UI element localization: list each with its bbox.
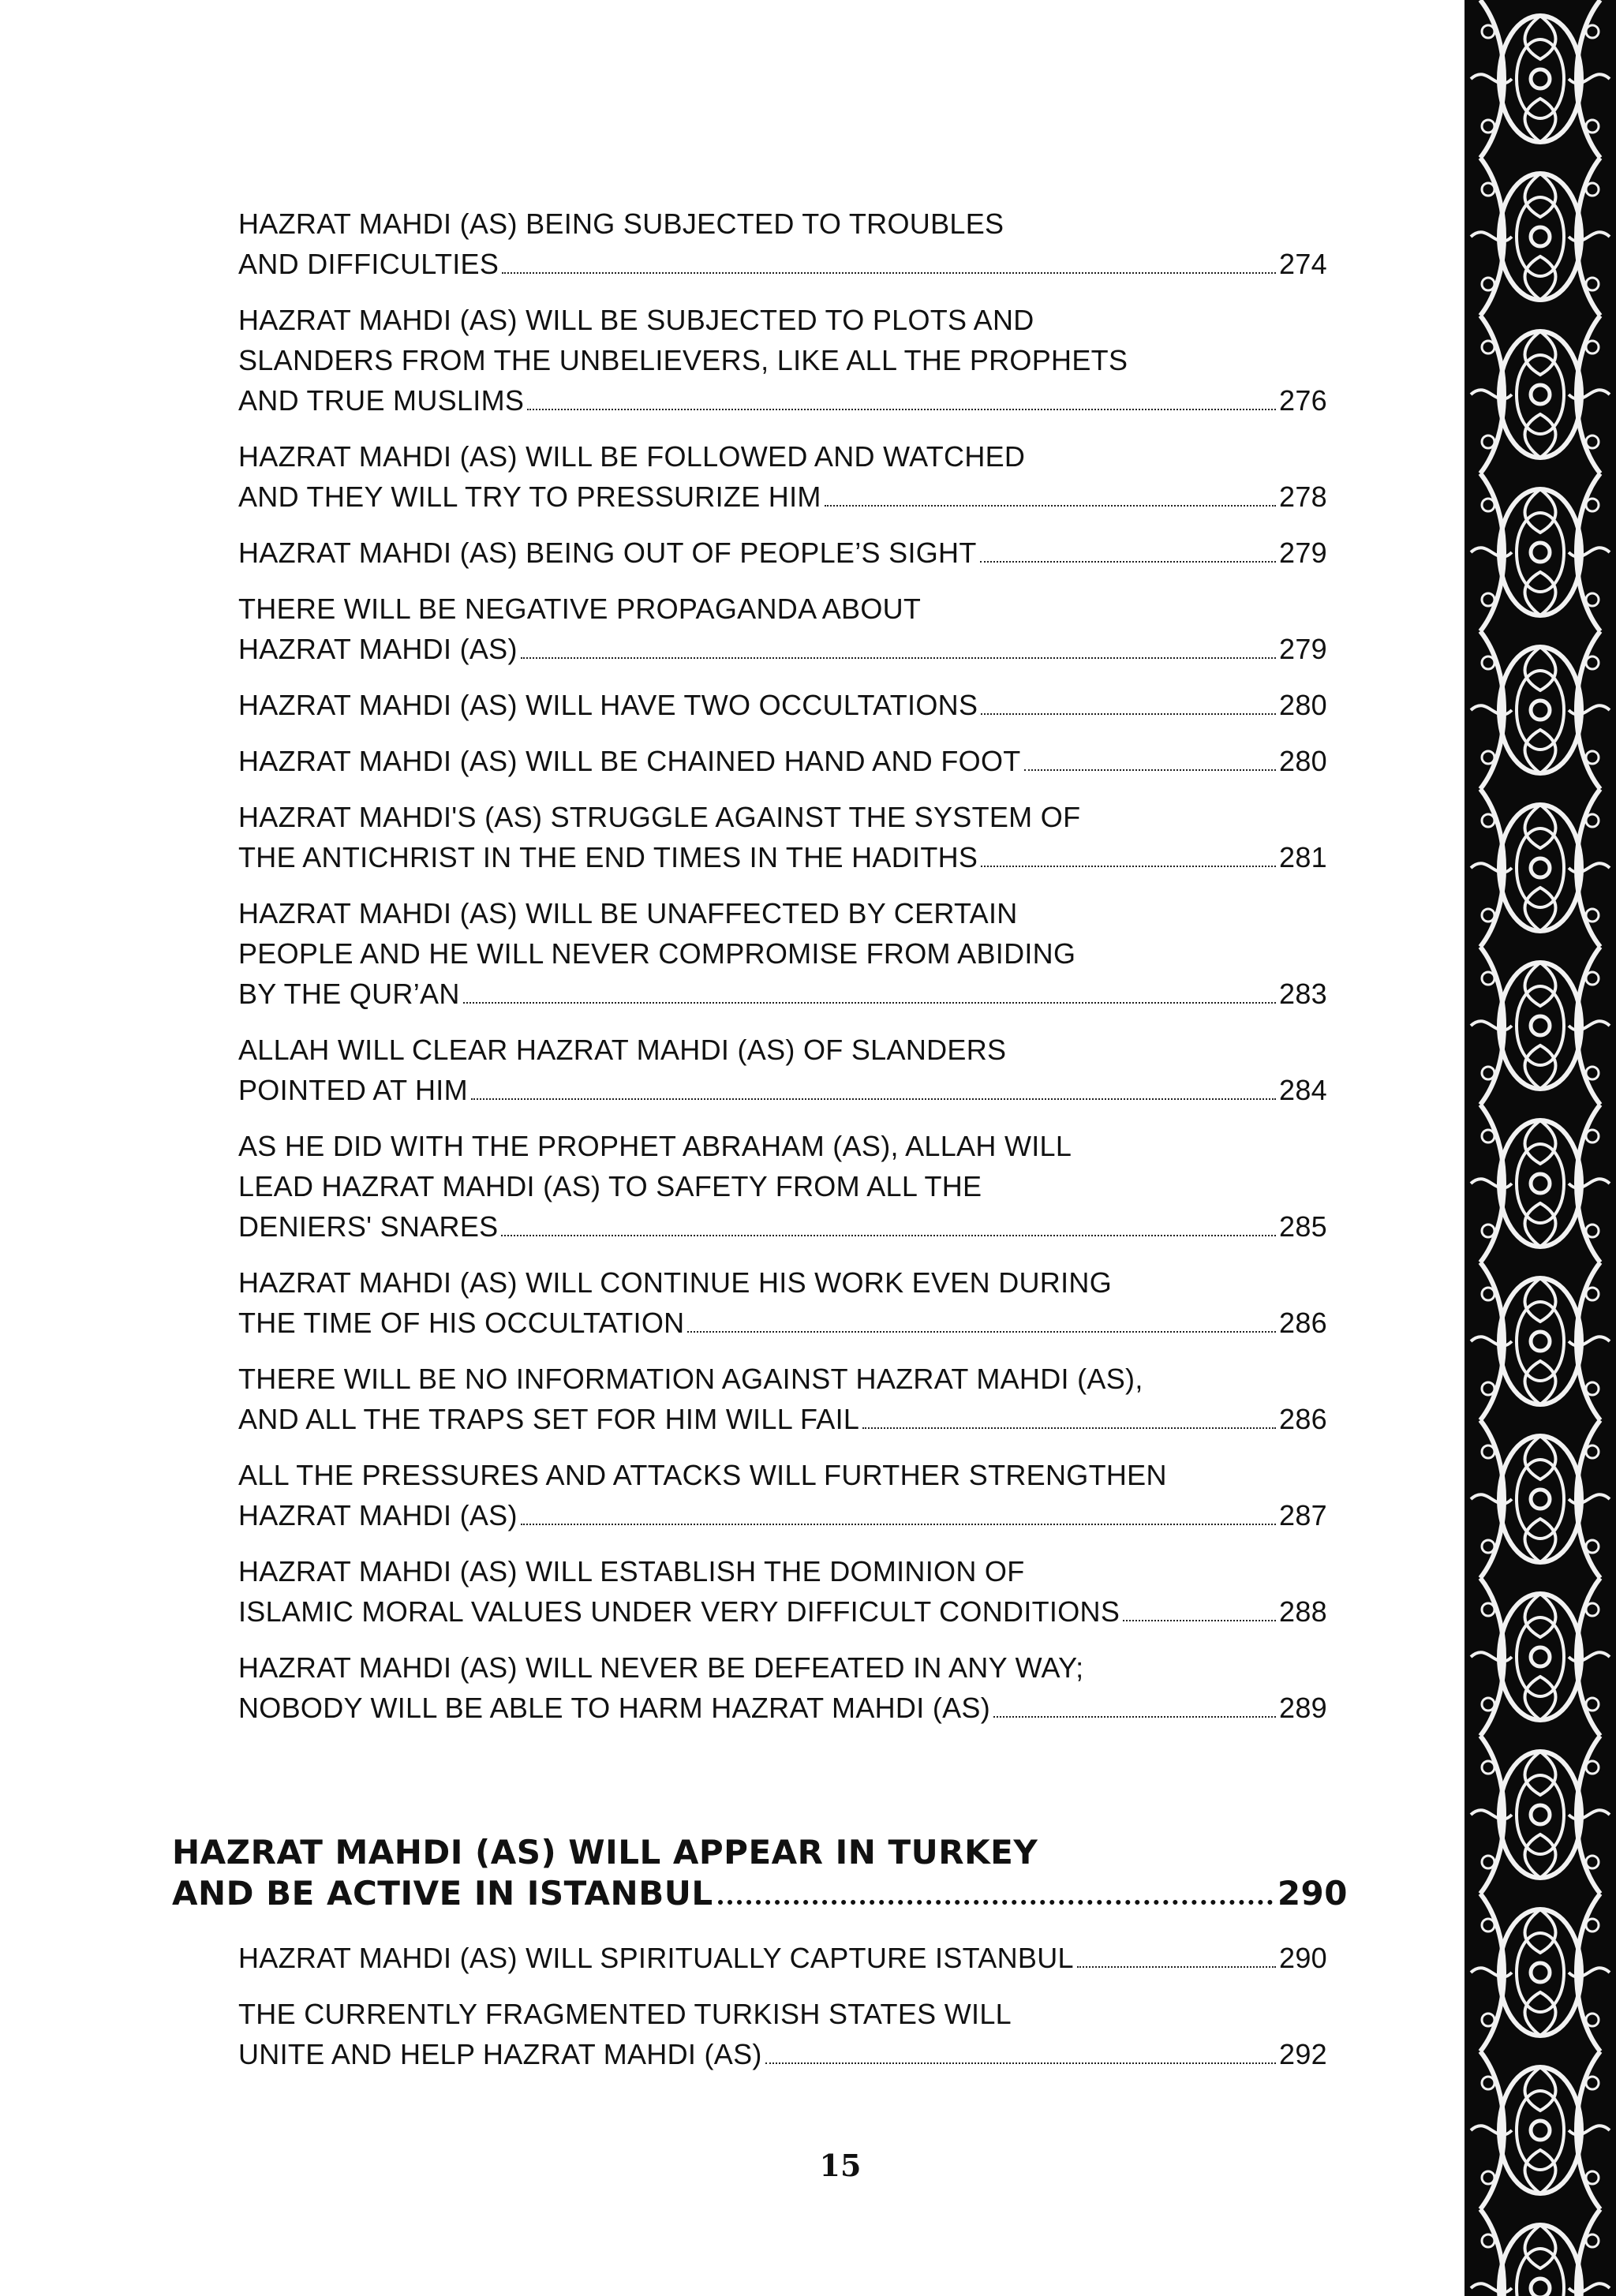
toc-entry-line (238, 1399, 1327, 1439)
ornament-tile (1471, 1894, 1610, 2051)
toc-entry (238, 1359, 1327, 1439)
toc-entry-line (238, 533, 1327, 573)
toc-entry-line (238, 893, 1327, 933)
toc-entry-title: AND ALL THE TRAPS SET FOR HIM WILL FAIL (238, 1403, 860, 1435)
toc-entry-line (172, 1873, 1348, 1914)
toc-entry-title: HAZRAT MAHDI (AS) BEING SUBJECTED TO TROUBLES (238, 208, 1004, 240)
toc-page-number: 280 (1279, 689, 1327, 721)
dot-leader (981, 713, 1276, 715)
toc-page-number: 279 (1279, 537, 1327, 569)
toc-entry-line (238, 1994, 1327, 2034)
toc-entry-line (238, 340, 1327, 380)
toc-entry-title: AND TRUE MUSLIMS (238, 384, 525, 417)
toc-entry-title: AND DIFFICULTIES (238, 248, 499, 280)
toc-page-number: 290 (1279, 1942, 1327, 1974)
dot-leader (718, 1900, 1273, 1905)
toc-entry-title: HAZRAT MAHDI (AS) WILL SPIRITUALLY CAPTURE ISTANBUL (238, 1942, 1074, 1974)
toc-entry (238, 893, 1327, 1014)
toc-entry-line (238, 1455, 1327, 1495)
ornament-tile (1471, 1105, 1610, 1262)
ornament-tile (1471, 789, 1610, 947)
toc-entry-line (238, 477, 1327, 517)
toc-page-number: 280 (1279, 745, 1327, 777)
toc-entry (238, 1030, 1327, 1110)
dot-leader (463, 1002, 1276, 1004)
toc-entry-line (238, 741, 1327, 781)
toc-entry-title: ALLAH WILL CLEAR HAZRAT MAHDI (AS) OF SLANDERS (238, 1034, 1007, 1066)
ornament-tile (1471, 158, 1610, 316)
ornamental-border (1464, 0, 1616, 2296)
ornament-tile (1471, 2051, 1610, 2209)
dot-leader (502, 272, 1276, 274)
toc-entry (238, 1126, 1327, 1247)
dot-leader (501, 1235, 1276, 1236)
toc-page-number: 290 (1277, 1874, 1348, 1913)
dot-leader (993, 1716, 1276, 1718)
section-subentries (238, 1938, 1327, 2090)
toc-entry-line (172, 1832, 1348, 1873)
toc-entry-line (238, 1938, 1327, 1978)
toc-entry-title: THE ANTICHRIST IN THE END TIMES IN THE HADITHS (238, 841, 978, 873)
toc-entry-line (238, 1303, 1327, 1343)
toc-entry-title: HAZRAT MAHDI (AS) WILL CONTINUE HIS WORK EVEN DURING (238, 1266, 1113, 1299)
ornament-tile (1471, 316, 1610, 473)
toc-entry (238, 1938, 1327, 1978)
toc-entry-line (238, 974, 1327, 1014)
toc-entry-line (238, 933, 1327, 974)
dot-leader (765, 2062, 1276, 2064)
toc-entry (238, 1455, 1327, 1535)
dot-leader (1123, 1620, 1276, 1621)
ornament-tile (1471, 1262, 1610, 1420)
toc-page-number: 281 (1279, 841, 1327, 873)
toc-page-number: 286 (1279, 1403, 1327, 1435)
toc-entry-line (238, 1551, 1327, 1591)
toc-page-number: 278 (1279, 481, 1327, 513)
toc-entry (238, 1994, 1327, 2074)
ornament-tile (1471, 1736, 1610, 1894)
toc-entry-line (238, 1359, 1327, 1399)
toc-page-number: 289 (1279, 1692, 1327, 1724)
dot-leader (1077, 1966, 1276, 1968)
toc-entry-line (238, 244, 1327, 284)
toc-entry-title: HAZRAT MAHDI (AS) WILL BE SUBJECTED TO PLOTS AND (238, 304, 1034, 336)
toc-entry (238, 589, 1327, 669)
section-heading-text (172, 1832, 1348, 1914)
toc-entry (238, 436, 1327, 517)
toc-page-number: 285 (1279, 1210, 1327, 1243)
ornament-tile (1471, 631, 1610, 789)
toc-entry-title: POINTED AT HIM (238, 1074, 468, 1106)
dot-leader (527, 409, 1276, 410)
toc-page-number: 292 (1279, 2038, 1327, 2070)
toc-entry-title: HAZRAT MAHDI (AS) WILL BE CHAINED HAND AND FOOT (238, 745, 1021, 777)
toc-entry-title: HAZRAT MAHDI (AS) WILL BE UNAFFECTED BY CERTAIN (238, 897, 1018, 929)
toc-entry-title: AS HE DID WITH THE PROPHET ABRAHAM (AS), ALLAH WILL (238, 1130, 1072, 1162)
toc-entry-line (238, 1688, 1327, 1728)
toc-entry-line (238, 1591, 1327, 1632)
ornament-tile (1471, 473, 1610, 631)
toc-entry-line (238, 629, 1327, 669)
toc-entry-title: HAZRAT MAHDI (AS) WILL BE FOLLOWED AND WATCHED (238, 440, 1026, 473)
toc-entry-title: HAZRAT MAHDI (AS) (238, 1499, 518, 1531)
toc-entry-title: AND THEY WILL TRY TO PRESSURIZE HIM (238, 481, 821, 513)
toc-entry-line (238, 1030, 1327, 1070)
toc-entry-title: NOBODY WILL BE ABLE TO HARM HAZRAT MAHDI (AS) (238, 1692, 991, 1724)
toc-entry (238, 685, 1327, 725)
toc-entry-title: HAZRAT MAHDI (AS) (238, 633, 518, 665)
ornament-tile (1471, 1420, 1610, 1578)
toc-page-number: 284 (1279, 1074, 1327, 1106)
toc-entry-line (238, 300, 1327, 340)
toc-entry-title: SLANDERS FROM THE UNBELIEVERS, LIKE ALL THE PROPHETS (238, 344, 1128, 376)
toc-entry-line (238, 1070, 1327, 1110)
toc-entry-title: HAZRAT MAHDI (AS) WILL HAVE TWO OCCULTATIONS (238, 689, 978, 721)
toc-entry-title: HAZRAT MAHDI (AS) WILL APPEAR IN TURKEY (172, 1833, 1038, 1872)
toc-page-number: 274 (1279, 248, 1327, 280)
dot-leader (521, 1524, 1276, 1525)
toc-entry-line (238, 1262, 1327, 1303)
ornament-tile (1471, 2209, 1610, 2296)
toc-entry (238, 741, 1327, 781)
section-heading (172, 1832, 1348, 1914)
toc-entry-line (238, 797, 1327, 837)
toc-page-number: 288 (1279, 1595, 1327, 1628)
toc-entry-title: PEOPLE AND HE WILL NEVER COMPROMISE FROM ABIDING (238, 937, 1076, 970)
toc-entry-title: THERE WILL BE NEGATIVE PROPAGANDA ABOUT (238, 593, 922, 625)
toc-entry-line (238, 380, 1327, 421)
toc-entry-title: HAZRAT MAHDI (AS) WILL ESTABLISH THE DOMINION OF (238, 1555, 1025, 1587)
dot-leader (981, 866, 1276, 867)
ornament-tile (1471, 0, 1610, 158)
dot-leader (825, 505, 1276, 507)
toc-entry-line (238, 1166, 1327, 1206)
toc-entry-title: UNITE AND HELP HAZRAT MAHDI (AS) (238, 2038, 762, 2070)
toc-entry-line (238, 837, 1327, 877)
ornament-tile (1471, 1578, 1610, 1736)
toc-entry-line (238, 685, 1327, 725)
page-number: 15 (819, 2148, 862, 2183)
toc-page-number: 286 (1279, 1307, 1327, 1339)
toc-entry-line (238, 1126, 1327, 1166)
toc-page-number: 283 (1279, 978, 1327, 1010)
toc-entry-title: THE CURRENTLY FRAGMENTED TURKISH STATES WILL (238, 1998, 1012, 2030)
toc-entry-title: HAZRAT MAHDI'S (AS) STRUGGLE AGAINST THE SYSTEM OF (238, 801, 1081, 833)
toc-entry-title: THE TIME OF HIS OCCULTATION (238, 1307, 685, 1339)
toc-entry (238, 300, 1327, 421)
toc-entry-title: LEAD HAZRAT MAHDI (AS) TO SAFETY FROM ALL THE (238, 1170, 982, 1202)
dot-leader (471, 1098, 1276, 1100)
dot-leader (521, 657, 1276, 659)
toc-page-number: 287 (1279, 1499, 1327, 1531)
toc-entry-line (238, 1647, 1327, 1688)
toc-entry-title: THERE WILL BE NO INFORMATION AGAINST HAZRAT MAHDI (AS), (238, 1363, 1143, 1395)
toc-entry-line (238, 589, 1327, 629)
toc-entry (238, 797, 1327, 877)
toc-entry-title: HAZRAT MAHDI (AS) WILL NEVER BE DEFEATED IN ANY WAY; (238, 1651, 1084, 1684)
dot-leader (1024, 769, 1277, 771)
toc-entry-title: ALL THE PRESSURES AND ATTACKS WILL FURTHER STRENGTHEN (238, 1459, 1167, 1491)
toc-entry-line (238, 436, 1327, 477)
toc-entry-title: BY THE QUR’AN (238, 978, 460, 1010)
toc-entry (238, 1262, 1327, 1343)
dot-leader (687, 1331, 1276, 1333)
toc-entry (238, 533, 1327, 573)
toc-entry (238, 1647, 1327, 1728)
toc-entry-title: ISLAMIC MORAL VALUES UNDER VERY DIFFICULT CONDITIONS (238, 1595, 1120, 1628)
toc-entry-title: HAZRAT MAHDI (AS) BEING OUT OF PEOPLE’S SIGHT (238, 537, 977, 569)
dot-leader (980, 561, 1276, 563)
toc-entry-line (238, 204, 1327, 244)
toc-entry (238, 1551, 1327, 1632)
toc-entry-line (238, 2034, 1327, 2074)
toc-entry (238, 204, 1327, 284)
toc-entry-line (238, 1495, 1327, 1535)
toc-page-number: 279 (1279, 633, 1327, 665)
ornament-pattern-graphic (1464, 0, 1616, 2296)
toc-entry-title: DENIERS' SNARES (238, 1210, 499, 1243)
table-of-contents (238, 204, 1327, 1744)
toc-page-number: 276 (1279, 384, 1327, 417)
toc-entry-line (238, 1206, 1327, 1247)
ornament-tile (1471, 947, 1610, 1105)
dot-leader (862, 1427, 1276, 1429)
toc-entry-title: AND BE ACTIVE IN ISTANBUL (172, 1874, 713, 1913)
